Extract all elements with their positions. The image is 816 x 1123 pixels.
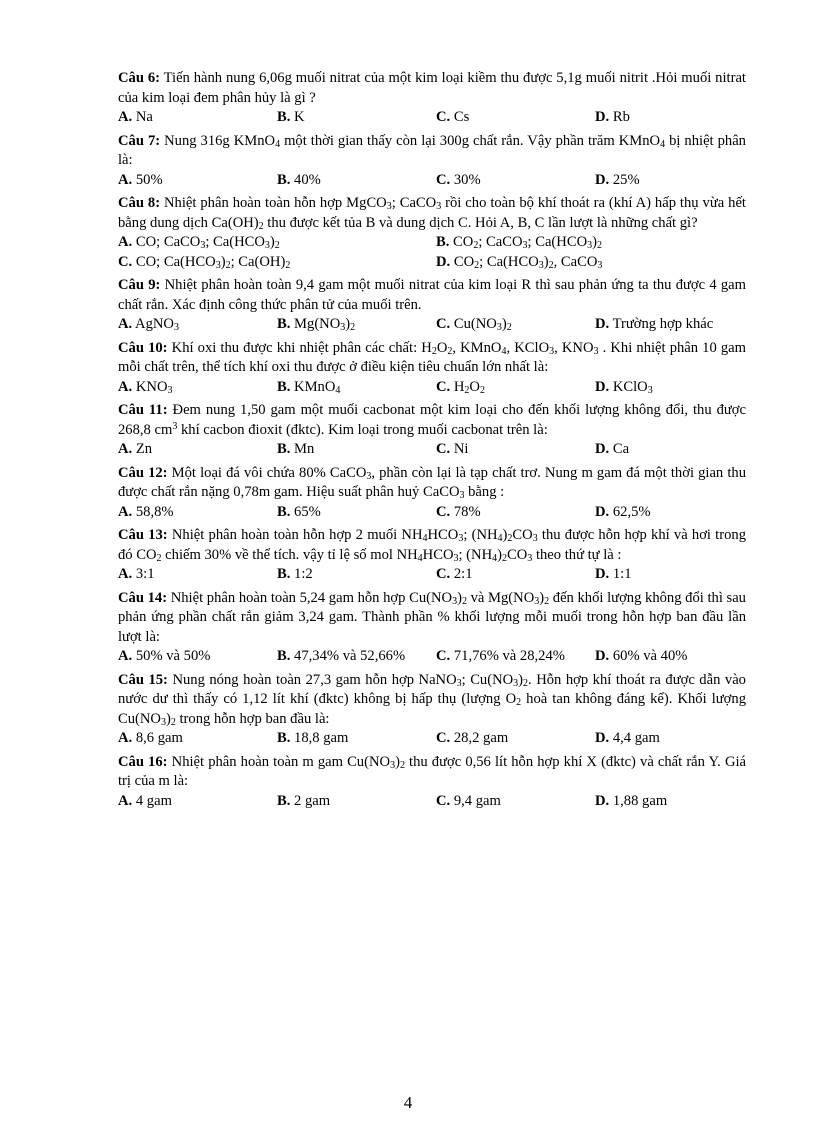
answer-option [595,647,754,667]
answer-option [436,729,595,749]
question-number: Câu 14: [118,589,168,606]
question-item [118,589,746,667]
option-text: 40% [294,171,321,188]
option-text: $Mg(NO_3)_2$ [294,316,356,333]
question-number: Câu 9: [118,277,161,293]
option-text: $Cu(NO_3)_2$ [453,316,512,333]
question-item [118,753,746,812]
option-text: 28,2 gam [453,730,509,746]
option-text: KMnO$_4$ [294,378,341,396]
question-stem [118,589,746,648]
answer-option [595,792,754,812]
answer-option [118,108,277,128]
option-letter: C. [436,109,451,125]
option-text: 62,5% [612,503,651,520]
question-number: Câu 10: [118,339,168,356]
option-text: Zn [135,441,153,457]
options-row [118,315,746,335]
option-letter: C. [118,253,133,270]
options-row [118,792,746,812]
question-number: Câu 6: [118,70,160,86]
option-letter: C. [436,566,451,582]
option-text: 58,8% [135,503,174,520]
question-stem [118,339,746,378]
option-letter: B. [436,234,450,250]
answer-option [436,108,595,128]
option-text: Rb [612,109,630,125]
option-letter: B. [277,730,291,746]
option-text: $CO_2$; $Ca(HCO_3)_2$, CaCO$_3$ [453,253,603,271]
options-row [118,108,746,128]
question-number: Câu 7: [118,132,161,149]
answer-option [277,729,436,749]
answer-option [436,440,595,460]
answer-option [595,565,754,585]
option-letter: A. [118,730,133,746]
option-text: KClO$_3$ [612,378,653,396]
answer-option [595,108,754,128]
option-letter: D. [595,441,610,457]
option-text: $CO_2$; CaCO$_3$; $Ca(HCO_3)_2$ [453,234,602,251]
option-text: 65% [294,503,321,520]
question-item [118,401,746,460]
option-text: $KNO_3$ [135,378,173,396]
option-text: Mn [294,441,315,457]
question-stem [118,276,746,315]
option-letter: C. [436,730,451,746]
options-row [118,171,746,191]
answer-option [436,647,595,667]
options-row [118,378,746,398]
option-letter: D. [595,730,610,746]
option-letter: D. [595,109,610,125]
answer-option [277,440,436,460]
option-letter: D. [595,316,610,332]
option-text: 1:1 [612,566,632,582]
option-letter: B. [277,503,291,520]
option-text: Ca [612,441,630,457]
option-letter: D. [595,566,610,582]
question-text: Nung nóng hoàn toàn 27,3 gam hỗn hợp NaNO$_3$; $Cu(NO_3)_2$. Hỗn hợp khí thoát ra được dẫn vào nước dư thì thấy có 1,12 lít khí (đktc) không bị hấp thụ (lượng $O_2$ hoà tan không đáng kể). Khối lượng $Cu(NO_3)_2$ trong hỗn hợp ban đầu là: [118,671,746,728]
option-letter: A. [118,378,133,395]
option-text: 1:2 [294,566,313,582]
answer-option [595,503,754,523]
option-letter: C. [436,171,451,188]
answer-option [595,378,754,398]
answer-option [277,315,436,335]
question-item [118,464,746,523]
answer-option [595,171,754,191]
options-row [118,440,746,460]
option-letter: A. [118,792,133,809]
option-text: CO; $Ca(HCO_3)_2$; $Ca(OH)_2$ [135,253,291,271]
option-text: 30% [453,171,481,188]
option-letter: B. [277,171,291,188]
question-text: Nhiệt phân hoàn toàn 9,4 gam một muối nitrat của kim loại R thì sau phản ứng ta thu được 4 gam chất rắn. Xác định công thức phân tử của muối trên. [118,277,747,313]
answer-option [277,503,436,523]
option-text: Cs [453,109,470,125]
option-letter: C. [436,316,451,332]
question-text: Nhiệt phân hoàn toàn m gam $Cu(NO_3)_2$ thu được 0,56 lít hỗn hợp khí X (đktc) và chất rắn Y. Giá trị của m là: [118,753,747,789]
answer-option [118,253,436,273]
question-stem [118,132,746,171]
option-letter: A. [118,109,133,125]
answer-option [595,729,754,749]
options-row [118,565,746,585]
options-row [118,503,746,523]
answer-option [118,171,277,191]
answer-option [118,233,436,253]
answer-option [118,565,277,585]
answer-option [277,378,436,398]
option-letter: B. [277,378,291,395]
option-text: 2:1 [453,566,473,582]
question-number: Câu 8: [118,195,161,211]
question-text: Đem nung 1,50 gam một muối cacbonat một kim loại cho đến khối lượng không đổi, thu được 268,8 $cm^3$ khí cacbon đioxit (đktc). Kim loại trong muối cacbonat trên là: [118,402,747,438]
option-text: 9,4 gam [453,792,501,809]
options-row [118,729,746,749]
option-letter: A. [118,503,133,520]
question-number: Câu 15: [118,671,168,688]
question-number: Câu 11: [118,402,168,418]
option-letter: A. [118,234,133,250]
answer-option [277,565,436,585]
question-text: Tiến hành nung 6,06g muối nitrat của một kim loại kiềm thu được 5,1g muối nitrit .Hỏi muối nitrat của kim loại đem phân hủy là gì ? [118,70,746,106]
answer-option [118,378,277,398]
option-text: 3:1 [135,566,155,582]
option-letter: A. [118,441,133,457]
option-letter: D. [595,378,610,395]
question-item [118,671,746,749]
answer-option [277,108,436,128]
answer-option [118,792,277,812]
option-text: 47,34% và 52,66% [294,648,406,664]
answer-option [118,315,277,335]
option-text: 60% và 40% [612,648,688,664]
option-text: AgNO$_3$ [135,316,179,333]
option-letter: B. [277,648,291,664]
page-number: 4 [403,1093,413,1112]
option-text: 71,76% và 28,24% [453,648,565,664]
answer-option [595,440,754,460]
option-letter: C. [436,378,451,395]
option-text: 1,88 gam [612,792,668,809]
answer-option [277,647,436,667]
question-stem [118,671,746,730]
options-row [118,233,746,253]
question-item [118,339,746,398]
option-text: 50% và 50% [135,648,211,664]
option-letter: C. [436,441,451,457]
option-text: 50% [135,171,163,188]
option-letter: C. [436,648,451,664]
answer-option [118,647,277,667]
option-text: CO; CaCO$_3$; $Ca(HCO_3)_2$ [135,234,280,251]
option-letter: C. [436,792,451,809]
answer-option [118,729,277,749]
option-letter: B. [277,441,291,457]
option-text: 18,8 gam [294,730,349,746]
question-text: Nhiệt phân hoàn toàn 5,24 gam hỗn hợp $Cu(NO_3)_2$ và $Mg(NO_3)_2$ đến khối lượng không đổi thì sau phản ứng phần chất rắn giảm 3,24 gam. Thành phần % khối lượng mỗi muối trong hỗn hợp ban đầu lần lượt là: [118,589,746,645]
options-row [118,253,746,273]
question-list [118,69,746,815]
option-letter: B. [277,566,291,582]
option-letter: B. [277,792,291,809]
option-letter: D. [436,253,451,270]
question-text: Nung 316g KMnO$_4$ một thời gian thấy còn lại 300g chất rắn. Vậy phần trăm KMnO$_4$ bị nhiệt phân là: [118,132,746,168]
question-item [118,69,746,128]
question-stem [118,69,746,108]
question-stem [118,753,746,792]
question-text: Khí oxi thu được khi nhiệt phân các chất: $H_2O_2$, KMnO$_4$, KClO$_3$, $KNO_3$ . Khi nhiệt phân 10 gam mỗi chất trên, thể tích khí oxi thu được ở điều kiện tiêu chuẩn lớn nhất là: [118,339,747,375]
question-number: Câu 13: [118,527,168,543]
question-stem [118,464,746,503]
option-letter: D. [595,792,610,809]
question-item [118,276,746,335]
answer-option [277,171,436,191]
option-text: K [294,109,305,125]
answer-option [436,792,595,812]
option-letter: A. [118,566,133,582]
question-item [118,526,746,585]
option-text: 8,6 gam [135,730,183,746]
question-number: Câu 16: [118,753,168,770]
option-text: Ni [453,441,469,457]
answer-option [277,792,436,812]
option-text: 2 gam [294,792,331,809]
option-letter: C. [436,503,451,520]
option-letter: D. [595,648,610,664]
option-letter: A. [118,648,133,664]
option-text: 25% [612,171,640,188]
answer-option [595,315,754,335]
option-letter: B. [277,109,291,125]
question-item [118,132,746,191]
options-row [118,647,746,667]
question-text: Một loại đá vôi chứa 80% CaCO$_3$, phần còn lại là tạp chất trơ. Nung m gam đá một thời gian thu được chất rắn nặng 0,78m gam. Hiệu suất phân huỷ CaCO$_3$ bằng : [118,464,746,501]
option-letter: A. [118,171,133,188]
question-item [118,194,746,272]
answer-option [436,315,595,335]
option-letter: D. [595,503,610,520]
answer-option [436,171,595,191]
question-stem [118,526,746,565]
question-number: Câu 12: [118,464,168,481]
option-letter: A. [118,316,133,332]
option-text: 78% [453,503,481,520]
option-letter: D. [595,171,610,188]
answer-option [436,253,754,273]
answer-option [118,440,277,460]
answer-option [436,503,595,523]
option-letter: B. [277,316,291,332]
option-text: Na [135,109,153,125]
answer-option [118,503,277,523]
answer-option [436,233,754,253]
option-text: Trường hợp khác [612,316,714,332]
option-text: 4,4 gam [612,730,660,746]
question-stem [118,401,746,440]
question-stem [118,194,746,233]
answer-option [436,565,595,585]
option-text: $H_2O_2$ [453,378,485,396]
question-text: Nhiệt phân hoàn toàn hỗn hợp 2 muối $NH_4HCO_3$; $(NH_4)_2CO_3$ thu được hỗn hợp khí và hơi trong đó $CO_2$ chiếm 30% về thể tích. vậy tỉ lệ số mol $NH_4HCO_3$; $(NH_4)_2CO_3$ theo thứ tự là : [118,527,746,564]
answer-option [436,378,595,398]
question-text: Nhiệt phân hoàn toàn hỗn hợp MgCO$_3$; CaCO$_3$ rồi cho toàn bộ khí thoát ra (khí A) hấp thụ vừa hết bằng dung dịch $Ca(OH)_2$ thu được kết tủa B và dung dịch C. Hỏi A, B, C lần lượt là những chất gì? [118,195,746,232]
option-text: 4 gam [135,792,172,809]
